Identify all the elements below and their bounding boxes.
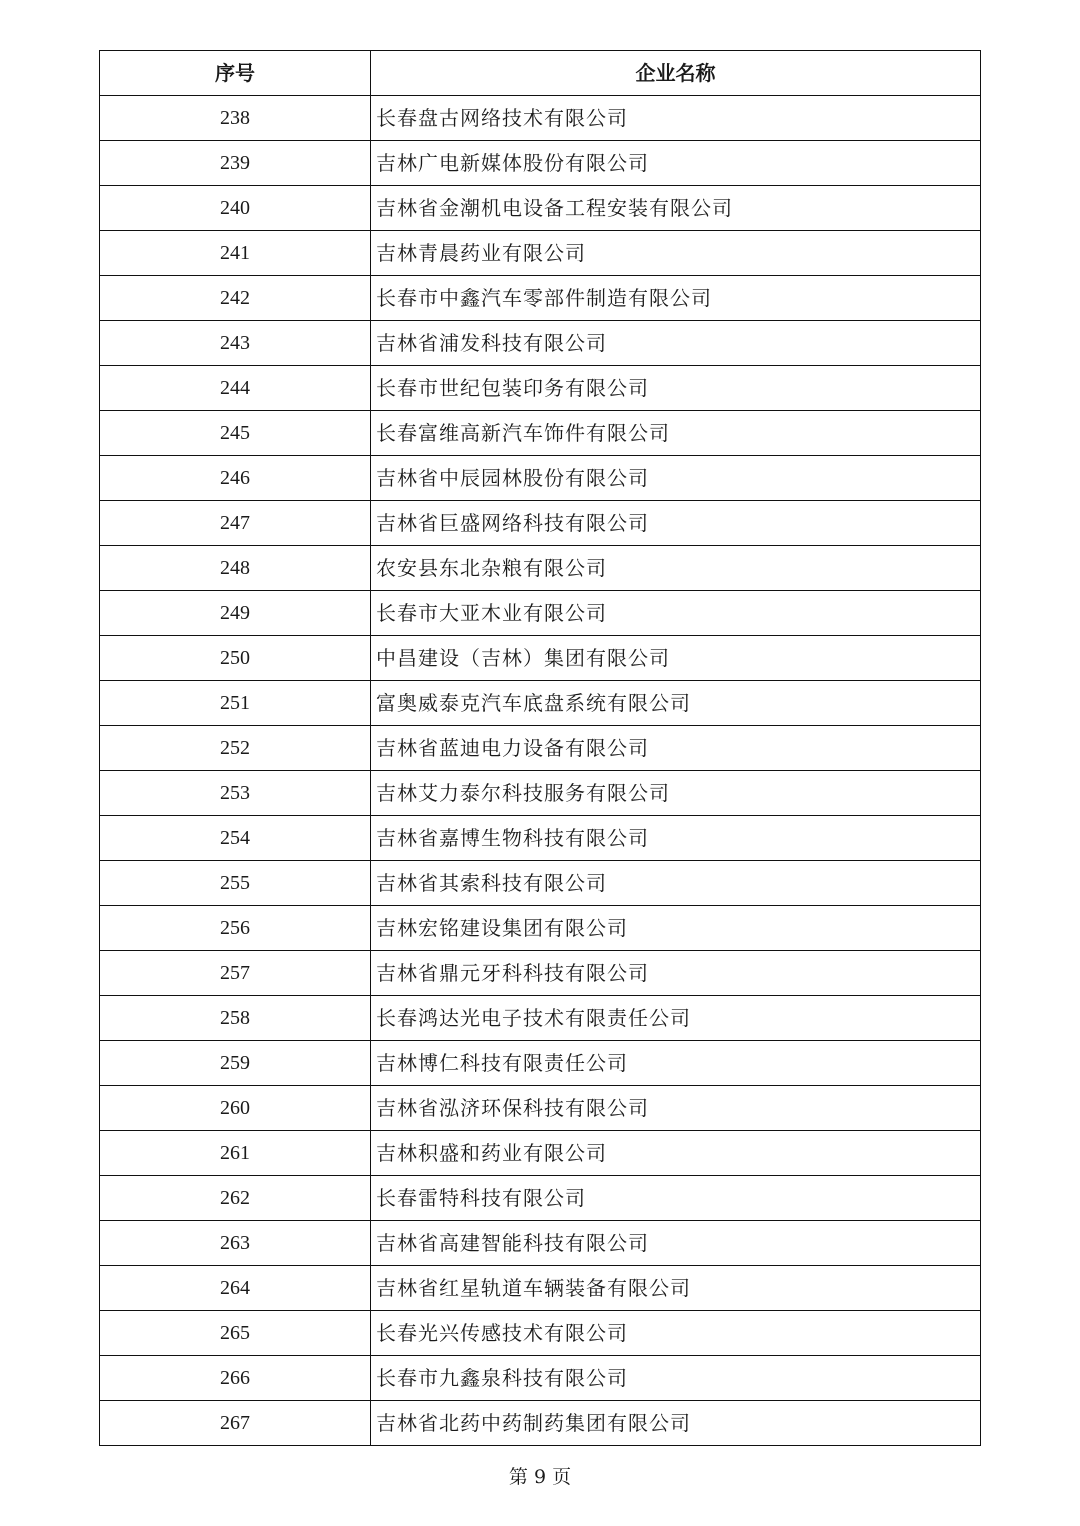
row-seq-cell: 261 bbox=[100, 1131, 371, 1176]
enterprise-list-table bbox=[99, 50, 981, 1446]
row-seq-cell: 260 bbox=[100, 1086, 371, 1131]
row-seq-cell: 242 bbox=[100, 276, 371, 321]
row-company-name-cell: 吉林省泓济环保科技有限公司 bbox=[371, 1086, 981, 1131]
row-company-name-cell: 吉林青晨药业有限公司 bbox=[371, 231, 981, 276]
table-row bbox=[100, 1311, 981, 1356]
row-seq-cell: 246 bbox=[100, 456, 371, 501]
row-seq-cell: 265 bbox=[100, 1311, 371, 1356]
row-seq-cell: 240 bbox=[100, 186, 371, 231]
row-company-name-cell: 长春市九鑫泉科技有限公司 bbox=[371, 1356, 981, 1401]
table-row bbox=[100, 1401, 981, 1446]
table-row bbox=[100, 1221, 981, 1266]
row-company-name-cell: 吉林积盛和药业有限公司 bbox=[371, 1131, 981, 1176]
table-row bbox=[100, 546, 981, 591]
row-company-name-cell: 吉林省高建智能科技有限公司 bbox=[371, 1221, 981, 1266]
table-row bbox=[100, 96, 981, 141]
row-seq-cell: 267 bbox=[100, 1401, 371, 1446]
row-company-name-cell: 吉林省浦发科技有限公司 bbox=[371, 321, 981, 366]
row-seq-cell: 264 bbox=[100, 1266, 371, 1311]
table-row bbox=[100, 186, 981, 231]
table-row bbox=[100, 591, 981, 636]
row-seq-cell: 258 bbox=[100, 996, 371, 1041]
row-seq-cell: 257 bbox=[100, 951, 371, 996]
table-row bbox=[100, 861, 981, 906]
row-seq-cell: 255 bbox=[100, 861, 371, 906]
row-company-name-cell: 长春雷特科技有限公司 bbox=[371, 1176, 981, 1221]
row-seq-cell: 251 bbox=[100, 681, 371, 726]
row-company-name-cell: 吉林宏铭建设集团有限公司 bbox=[371, 906, 981, 951]
row-seq-cell: 247 bbox=[100, 501, 371, 546]
row-company-name-cell: 吉林省金潮机电设备工程安装有限公司 bbox=[371, 186, 981, 231]
row-seq-cell: 256 bbox=[100, 906, 371, 951]
table-row bbox=[100, 771, 981, 816]
table-row bbox=[100, 366, 981, 411]
row-company-name-cell: 长春市世纪包装印务有限公司 bbox=[371, 366, 981, 411]
row-seq-cell: 252 bbox=[100, 726, 371, 771]
row-company-name-cell: 吉林省其索科技有限公司 bbox=[371, 861, 981, 906]
row-seq-cell: 239 bbox=[100, 141, 371, 186]
page-number: 第 9 页 bbox=[508, 1466, 572, 1488]
table-row bbox=[100, 1176, 981, 1221]
row-company-name-cell: 吉林省中辰园林股份有限公司 bbox=[371, 456, 981, 501]
row-company-name-cell: 长春盘古网络技术有限公司 bbox=[371, 96, 981, 141]
row-company-name-cell: 吉林艾力泰尔科技服务有限公司 bbox=[371, 771, 981, 816]
table-row bbox=[100, 411, 981, 456]
table-row bbox=[100, 726, 981, 771]
table-body bbox=[100, 96, 981, 1446]
table-row bbox=[100, 456, 981, 501]
row-seq-cell: 266 bbox=[100, 1356, 371, 1401]
row-company-name-cell: 吉林省北药中药制药集团有限公司 bbox=[371, 1401, 981, 1446]
table-row bbox=[100, 1131, 981, 1176]
table-row bbox=[100, 276, 981, 321]
row-company-name-cell: 富奥威泰克汽车底盘系统有限公司 bbox=[371, 681, 981, 726]
row-seq-cell: 243 bbox=[100, 321, 371, 366]
row-seq-cell: 263 bbox=[100, 1221, 371, 1266]
column-header-name: 企业名称 bbox=[371, 51, 981, 96]
row-seq-cell: 249 bbox=[100, 591, 371, 636]
header-row bbox=[100, 51, 981, 96]
row-seq-cell: 250 bbox=[100, 636, 371, 681]
table-row bbox=[100, 1041, 981, 1086]
table-row bbox=[100, 636, 981, 681]
row-seq-cell: 245 bbox=[100, 411, 371, 456]
table-row bbox=[100, 951, 981, 996]
row-seq-cell: 244 bbox=[100, 366, 371, 411]
table-row bbox=[100, 321, 981, 366]
row-company-name-cell: 吉林省嘉博生物科技有限公司 bbox=[371, 816, 981, 861]
row-company-name-cell: 中昌建设（吉林）集团有限公司 bbox=[371, 636, 981, 681]
table-row bbox=[100, 231, 981, 276]
table-row bbox=[100, 141, 981, 186]
row-seq-cell: 238 bbox=[100, 96, 371, 141]
row-company-name-cell: 长春鸿达光电子技术有限责任公司 bbox=[371, 996, 981, 1041]
row-company-name-cell: 吉林广电新媒体股份有限公司 bbox=[371, 141, 981, 186]
table-row bbox=[100, 1086, 981, 1131]
row-company-name-cell: 长春富维高新汽车饰件有限公司 bbox=[371, 411, 981, 456]
row-seq-cell: 254 bbox=[100, 816, 371, 861]
table-row bbox=[100, 501, 981, 546]
row-company-name-cell: 吉林省蓝迪电力设备有限公司 bbox=[371, 726, 981, 771]
row-seq-cell: 248 bbox=[100, 546, 371, 591]
row-company-name-cell: 吉林博仁科技有限责任公司 bbox=[371, 1041, 981, 1086]
table-row bbox=[100, 996, 981, 1041]
table-row bbox=[100, 1266, 981, 1311]
row-seq-cell: 241 bbox=[100, 231, 371, 276]
row-seq-cell: 262 bbox=[100, 1176, 371, 1221]
row-seq-cell: 259 bbox=[100, 1041, 371, 1086]
row-company-name-cell: 农安县东北杂粮有限公司 bbox=[371, 546, 981, 591]
row-company-name-cell: 吉林省巨盛网络科技有限公司 bbox=[371, 501, 981, 546]
row-company-name-cell: 长春市大亚木业有限公司 bbox=[371, 591, 981, 636]
row-company-name-cell: 吉林省鼎元牙科科技有限公司 bbox=[371, 951, 981, 996]
column-header-seq: 序号 bbox=[100, 51, 371, 96]
table-row bbox=[100, 906, 981, 951]
table-row bbox=[100, 1356, 981, 1401]
row-seq-cell: 253 bbox=[100, 771, 371, 816]
table-row bbox=[100, 816, 981, 861]
row-company-name-cell: 吉林省红星轨道车辆装备有限公司 bbox=[371, 1266, 981, 1311]
table-header bbox=[100, 51, 981, 96]
table-row bbox=[100, 681, 981, 726]
row-company-name-cell: 长春光兴传感技术有限公司 bbox=[371, 1311, 981, 1356]
row-company-name-cell: 长春市中鑫汽车零部件制造有限公司 bbox=[371, 276, 981, 321]
